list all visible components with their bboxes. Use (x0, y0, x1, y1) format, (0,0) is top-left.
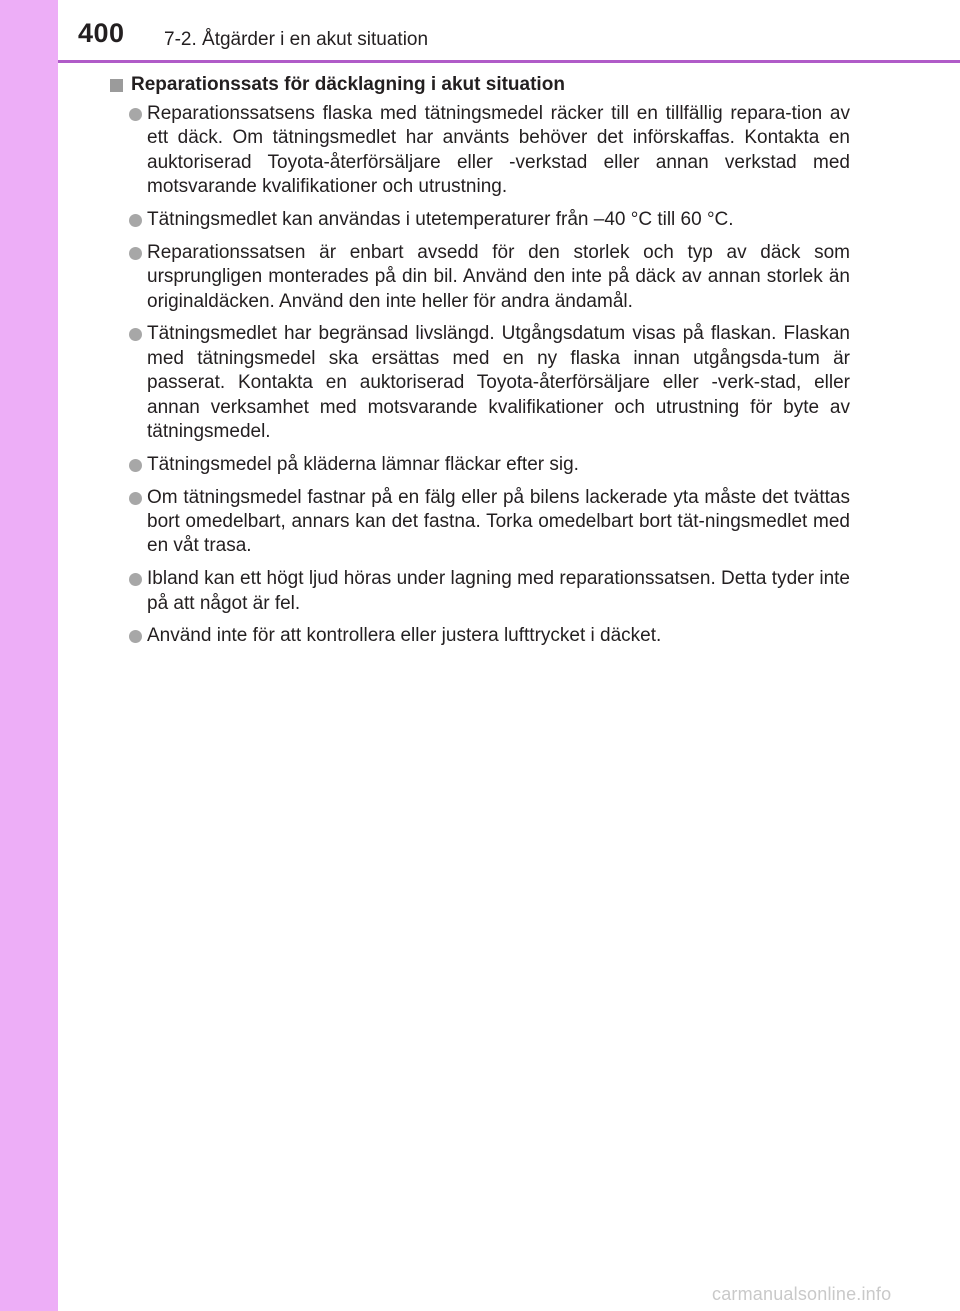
list-item-text: Använd inte för att kontrollera eller justera lufttrycket i däcket. (147, 625, 662, 647)
circle-bullet-icon (129, 630, 142, 643)
list-item (110, 241, 850, 314)
section-title: 7-2. Åtgärder i en akut situation (164, 29, 429, 50)
list-item (110, 486, 850, 559)
list-item-text: Reparationssatsen är enbart avsedd för den storlek och typ av däck som ursprungligen monterades på din bil. Använd den inte på däck av annan storlek än originaldäcken. Använd den inte heller för andra ändamål. (147, 241, 850, 312)
page-header (58, 0, 960, 60)
side-color-strip (0, 0, 58, 1311)
list-item-text: Tätningsmedlet kan användas i utetemperaturer från –40 °C till 60 °C. (147, 209, 734, 231)
list-item (110, 208, 850, 232)
list-item (110, 624, 850, 648)
list-item (110, 322, 850, 444)
list-item-text: Tätningsmedel på kläderna lämnar fläckar efter sig. (147, 453, 579, 475)
section-heading-text: Reparationssats för däcklagning i akut situation (131, 74, 565, 95)
list-item-text: Tätningsmedlet har begränsad livslängd. Utgångsdatum visas på flaskan. Flaskan med tätningsmedel ska ersättas med en ny flaska innan utgångsda-tum är passerat. Kontakta en auktoriserad Toyota-återförsäljare eller -verk-stad, eller annan verksamhet med motsvarande kvalifikationer och utrustning för byte av tätningsmedel. (147, 323, 850, 443)
circle-bullet-icon (129, 492, 142, 505)
list-item (110, 102, 850, 200)
list-item (110, 453, 850, 477)
list-item-text: Om tätningsmedel fastnar på en fälg eller på bilens lackerade yta måste det tvättas bort omedelbart, annars kan det fastna. Torka omedelbart bort tät-ningsmedlet med en våt trasa. (147, 486, 850, 557)
list-item-text: Ibland kan ett högt ljud höras under lagning med reparationssatsen. Detta tyder inte på att något är fel. (147, 568, 850, 614)
section-heading (110, 73, 850, 97)
page-content (110, 73, 850, 657)
square-bullet-icon (110, 79, 123, 92)
circle-bullet-icon (129, 459, 142, 472)
circle-bullet-icon (129, 108, 142, 121)
circle-bullet-icon (129, 247, 142, 260)
list-item-text: Reparationssatsens flaska med tätningsmedel räcker till en tillfällig repara-tion av ett däck. Om tätningsmedlet har använts behöver det införskaffas. Kontakta en auktoriserad Toyota-återförsäljare eller -verkstad eller annan verkstad med motsvarande kvalifikationer och utrustning. (147, 103, 850, 198)
circle-bullet-icon (129, 573, 142, 586)
list-item (110, 567, 850, 616)
watermark-text: carmanualsonline.info (712, 1284, 892, 1304)
header-divider (58, 60, 960, 63)
circle-bullet-icon (129, 214, 142, 227)
circle-bullet-icon (129, 328, 142, 341)
page-number: 400 (78, 18, 125, 48)
bullet-list (110, 102, 850, 649)
